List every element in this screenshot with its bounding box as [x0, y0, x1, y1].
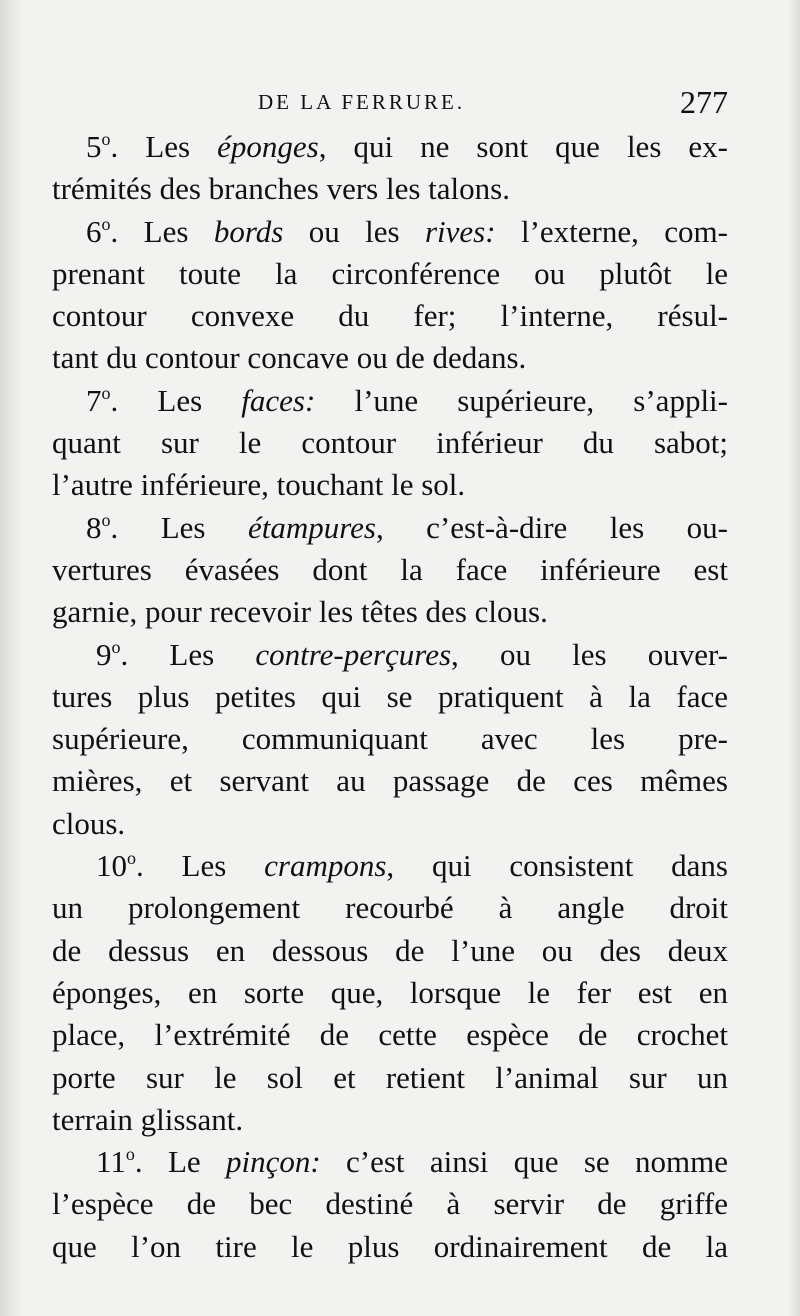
text-line: 8$^o$. Les étampures, c’est-à-dire les ou- [86, 509, 728, 545]
text-line: terrain glissant. [52, 1101, 244, 1137]
page-number: 277 [680, 84, 728, 120]
text-line: un prolongement recourbé à angle droit [52, 890, 728, 926]
text-line: garnie, pour recevoir les têtes des clous. [52, 594, 548, 630]
text-line: trémités des branches vers les talons. [52, 171, 510, 207]
text-line: place, l’extrémité de cette espèce de crochet [52, 1017, 728, 1053]
text-line: mières, et servant au passage de ces mêmes [52, 763, 728, 799]
page-gutter-shadow [0, 0, 22, 1316]
text-line: contour convexe du fer; l’interne, résul- [52, 298, 728, 334]
text-line: 11$^o$. Le pinçon: c’est ainsi que se nomme [96, 1144, 728, 1180]
text-line: 9$^o$. Les contre-perçures, ou les ouver- [96, 636, 728, 672]
text-line: 7$^o$. Les faces: l’une supérieure, s’appli- [86, 382, 728, 418]
text-line: prenant toute la circonférence ou plutôt le [52, 255, 728, 291]
text-line: tures plus petites qui se pratiquent à la face [52, 678, 728, 714]
text-line: que l’on tire le plus ordinairement de la [52, 1228, 728, 1264]
text-line: clous. [52, 805, 126, 841]
text-line: quant sur le contour inférieur du sabot; [52, 425, 728, 461]
text-line: 10$^o$. Les crampons, qui consistent dans [96, 848, 728, 884]
text-line: l’espèce de bec destiné à servir de griffe [52, 1186, 728, 1222]
running-title: DE LA FERRURE. [258, 90, 466, 114]
text-line: éponges, en sorte que, lorsque le fer est en [52, 974, 728, 1010]
page-header [52, 84, 728, 124]
text-line: tant du contour concave ou de dedans. [52, 340, 527, 376]
text-line: 5$^o$. Les éponges, qui ne sont que les ex- [86, 129, 728, 164]
page-body [52, 126, 728, 1268]
text-line: porte sur le sol et retient l’animal sur un [52, 1059, 728, 1095]
text-line: vertures évasées dont la face inférieure est [52, 551, 728, 587]
page-edge-shadow [788, 0, 800, 1316]
text-line: de dessus en dessous de l’une ou des deux [52, 932, 728, 968]
text-line: 6$^o$. Les bords ou les rives: l’externe, com- [86, 213, 728, 249]
text-line: l’autre inférieure, touchant le sol. [52, 467, 466, 503]
text-line: supérieure, communiquant avec les pre- [52, 721, 728, 757]
